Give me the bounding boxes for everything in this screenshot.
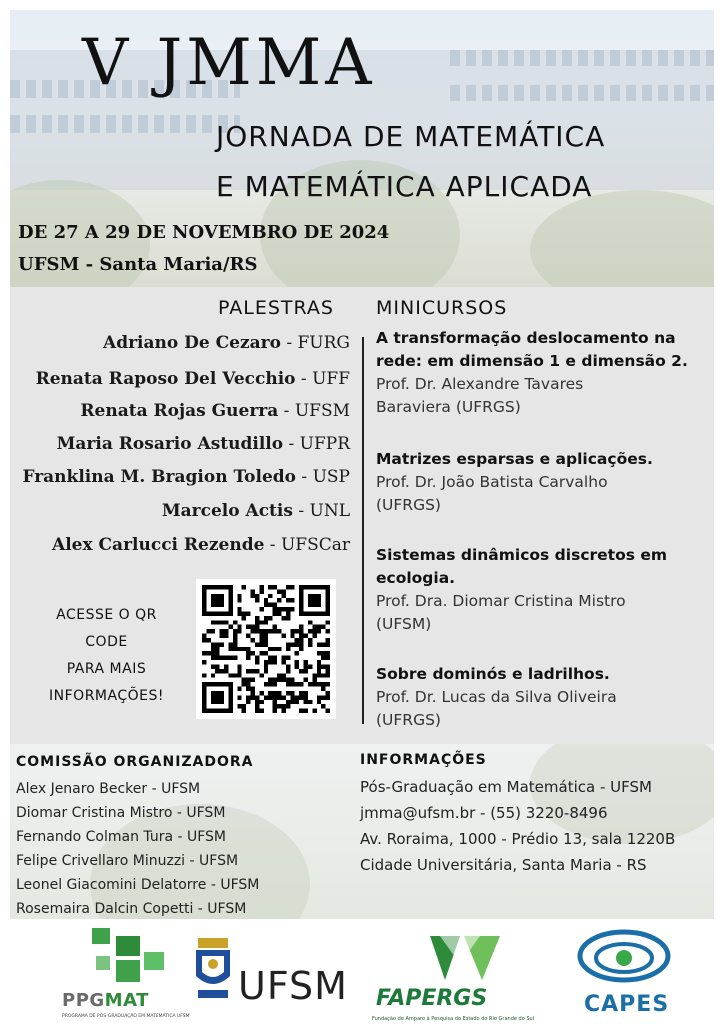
minicurso-item: Matrizes esparsas e aplicações. Prof. Dr. João Batista Carvalho (UFRGS) (376, 450, 653, 514)
list-item: Av. Roraima, 1000 - Prédio 13, sala 1220B (360, 830, 676, 848)
ufsm-crest-icon (192, 936, 234, 1002)
list-item: Diomar Cristina Mistro - UFSM (16, 805, 226, 821)
qr-code[interactable] (196, 579, 336, 719)
list-item: Pós-Graduação em Matemática - UFSM (360, 778, 652, 796)
event-subtitle-line2: E MATEMÁTICA APLICADA (216, 170, 593, 203)
program-panel (10, 287, 714, 744)
list-item: Felipe Crivellaro Minuzzi - UFSM (16, 853, 239, 869)
list-item: Rosemaira Dalcin Copetti - UFSM (16, 901, 247, 917)
speaker-item: Marcelo Actis - UNL (161, 501, 350, 521)
minicurso-item: Sistemas dinâmicos discretos em ecologia. Prof. Dra. Diomar Cristina Mistro (UFSM) (376, 546, 668, 633)
list-item: Leonel Giacomini Delatorre - UFSM (16, 877, 260, 893)
list-item: Fernando Colman Tura - UFSM (16, 829, 227, 845)
comissao-heading: COMISSÃO ORGANIZADORA (16, 754, 254, 770)
fapergs-logo: FAPERGS Fundação de Amparo à Pesquisa do Estado do Rio Grande do Sul (372, 934, 552, 1024)
column-divider (362, 337, 364, 724)
event-title: V JMMA (82, 26, 376, 100)
ppgmat-label: PPGMAT (62, 990, 149, 1011)
speaker-item: Alex Carlucci Rezende - UFSCar (52, 535, 350, 555)
speaker-item: Renata Rojas Guerra - UFSM (80, 401, 350, 421)
qr-code-icon (202, 585, 330, 713)
minicurso-item: A transformação deslocamento na rede: em dimensão 1 e dimensão 2. Prof. Dr. Alexandre Tavares Baraviera (UFRGS) (376, 329, 688, 416)
informacoes-heading: INFORMAÇÕES (360, 752, 487, 768)
palestras-heading: PALESTRAS (218, 297, 334, 319)
capes-logo: CAPES (576, 926, 686, 1022)
qr-modules (202, 585, 330, 713)
informacoes-list (360, 774, 675, 878)
sponsor-logos (0, 920, 724, 1024)
fapergs-subtitle: Fundação de Amparo à Pesquisa do Estado do Rio Grande do Sul (372, 1016, 535, 1022)
ufsm-logo: UFSM (192, 934, 362, 1014)
minicurso-item: Sobre dominós e ladrilhos. Prof. Dr. Lucas da Silva Oliveira (UFRGS) (376, 665, 617, 729)
list-item: Alex Jenaro Becker - UFSM (16, 781, 201, 797)
ppgmat-logo (62, 926, 190, 1024)
comissao-list (16, 777, 259, 919)
capes-mark-icon (576, 926, 672, 988)
event-subtitle-line1: JORNADA DE MATEMÁTICA (216, 120, 606, 153)
speaker-item: Franklina M. Bragion Toledo - USP (22, 467, 350, 487)
speaker-item: Adriano De Cezaro - FURG (103, 333, 350, 353)
minicursos-heading: MINICURSOS (376, 297, 508, 319)
ppgmat-subtitle: PROGRAMA DE PÓS-GRADUAÇÃO EM MATEMÁTICA UFSM (62, 1014, 190, 1019)
email-phone[interactable]: jmma@ufsm.br - (55) 3220-8496 (360, 804, 608, 822)
event-dates: DE 27 A 29 DE NOVEMBRO DE 2024 (18, 222, 390, 243)
info-panel (10, 744, 714, 919)
ppgmat-blocks-icon (92, 928, 172, 988)
fapergs-mark-icon (420, 934, 510, 984)
list-item: Cidade Universitária, Santa Maria - RS (360, 856, 647, 874)
speaker-item: Renata Raposo Del Vecchio - UFF (35, 369, 350, 389)
qr-caption: ACESSE O QR CODE PARA MAIS INFORMAÇÕES! (49, 607, 164, 704)
event-place: UFSM - Santa Maria/RS (18, 254, 258, 275)
speaker-item: Maria Rosario Astudillo - UFPR (56, 434, 350, 454)
